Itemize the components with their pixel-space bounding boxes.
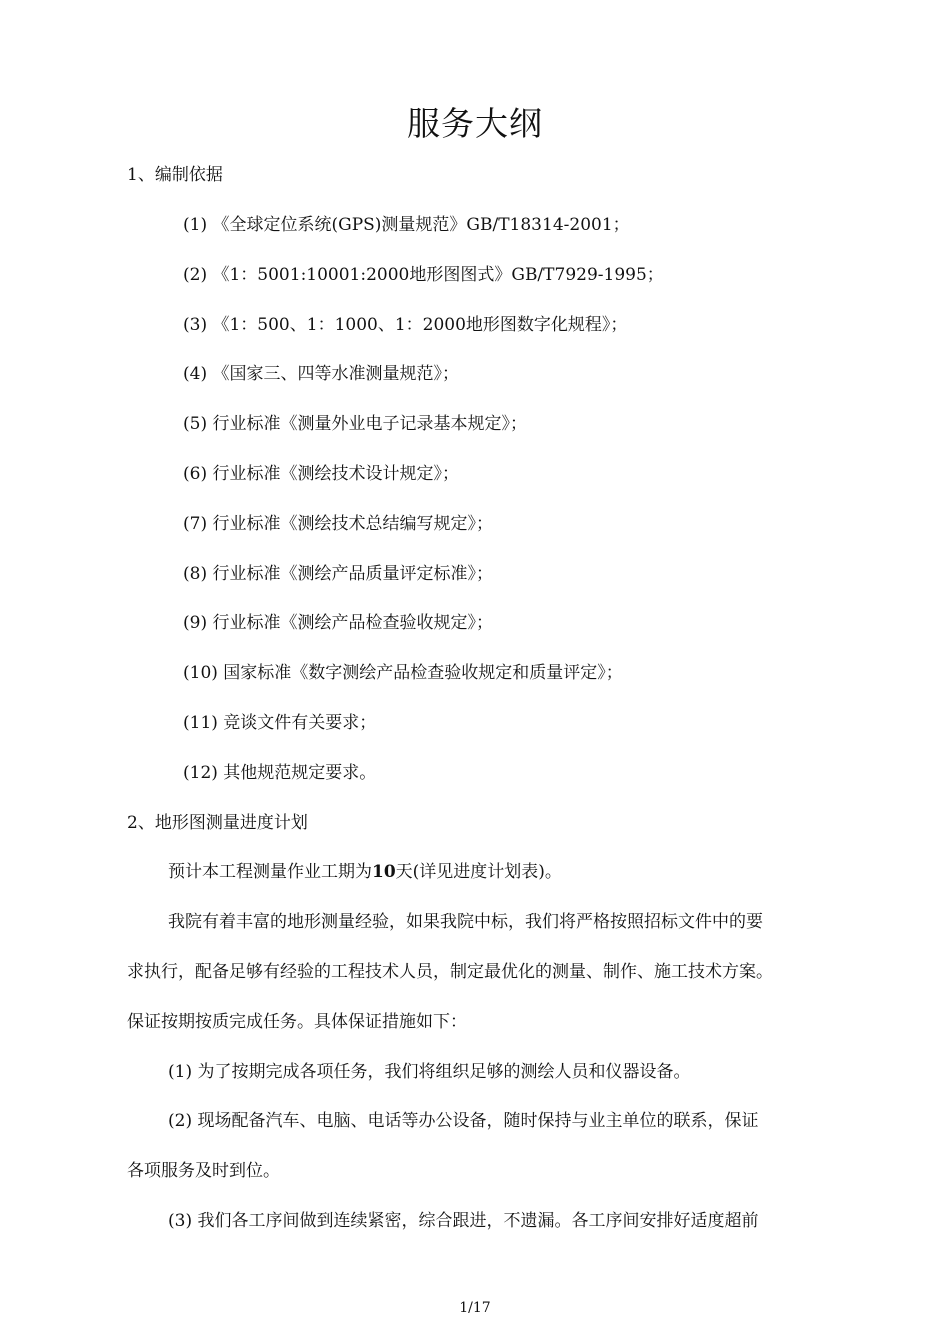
basis-item-11: (11) 竞谈文件有关要求； — [183, 713, 377, 733]
basis-item-6: (6) 行业标准《测绘技术设计规定》； — [183, 464, 459, 484]
measure-1: (1) 为了按期完成各项任务，我们将组织足够的测绘人员和仪器设备。 — [168, 1062, 691, 1082]
schedule-days: 10 — [372, 862, 396, 882]
experience-paragraph-line-1: 我院有着丰富的地形测量经验，如果我院中标，我们将严格按照招标文件中的要 — [168, 912, 763, 932]
basis-item-1: (1) 《全球定位系统(GPS)测量规范》GB/T18314-2001； — [183, 215, 630, 235]
basis-item-9: (9) 行业标准《测绘产品检查验收规定》； — [183, 613, 493, 633]
measure-2-line-1: (2) 现场配备汽车、电脑、电话等办公设备，随时保持与业主单位的联系，保证 — [168, 1111, 759, 1131]
schedule-paragraph — [168, 860, 562, 884]
section-heading-basis: 1、编制依据 — [127, 165, 223, 185]
document-title: 服务大纲 — [407, 104, 543, 143]
basis-item-4: (4) 《国家三、四等水准测量规范》； — [183, 364, 459, 384]
experience-paragraph-line-2: 求执行，配备足够有经验的工程技术人员，制定最优化的测量、制作、施工技术方案。 — [127, 962, 773, 982]
schedule-text-before: 预计本工程测量作业工期为 — [168, 862, 372, 882]
basis-item-3: (3) 《1：500、1：1000、1：2000地形图数字化规程》； — [183, 315, 628, 335]
experience-paragraph-line-3: 保证按期按质完成任务。具体保证措施如下： — [127, 1012, 467, 1032]
basis-item-7: (7) 行业标准《测绘技术总结编写规定》； — [183, 514, 493, 534]
schedule-text-after: 天(详见进度计划表)。 — [395, 862, 562, 882]
basis-item-8: (8) 行业标准《测绘产品质量评定标准》； — [183, 564, 493, 584]
basis-item-10: (10) 国家标准《数字测绘产品检查验收规定和质量评定》； — [183, 663, 623, 683]
measure-2-line-2: 各项服务及时到位。 — [127, 1161, 280, 1181]
section-heading-schedule: 2、地形图测量进度计划 — [127, 813, 308, 833]
measure-3-line-1: (3) 我们各工序间做到连续紧密，综合跟进，不遗漏。各工序间安排好适度超前 — [168, 1211, 759, 1231]
basis-item-12: (12) 其他规范规定要求。 — [183, 763, 377, 783]
basis-item-2: (2) 《1：5001:10001:2000地形图图式》GB/T7929-1995； — [183, 265, 664, 285]
page-number: 1/17 — [459, 1300, 491, 1316]
basis-item-5: (5) 行业标准《测量外业电子记录基本规定》； — [183, 414, 527, 434]
